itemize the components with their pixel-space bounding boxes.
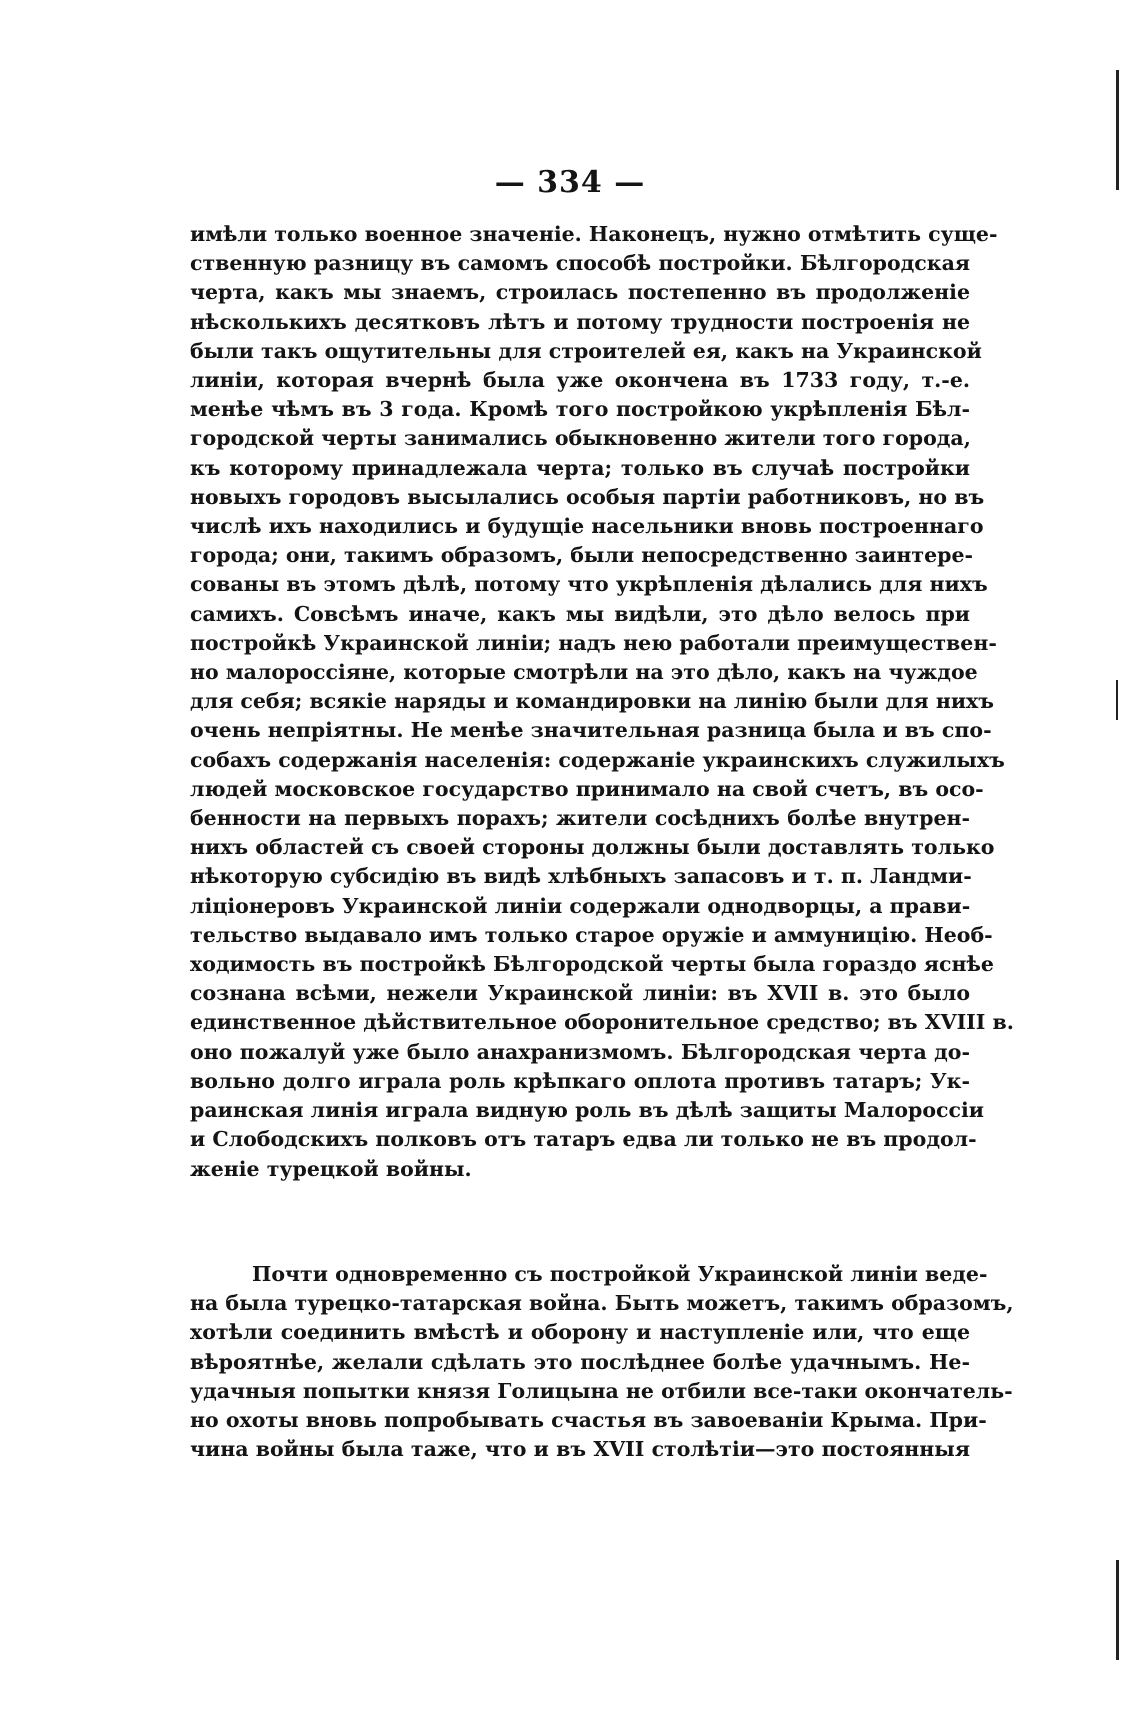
text-line: вѣроятнѣе, желали сдѣлать это послѣднее болѣе удачнымъ. Не- — [190, 1349, 970, 1374]
text-line: удачныя попытки князя Голицына не отбили все-таки окончатель- — [190, 1378, 1013, 1403]
text-line: новыхъ городовъ высылались особыя партіи работниковъ, но въ — [190, 484, 985, 509]
scan-edge-mark — [1116, 1560, 1119, 1660]
text-line: но малороссіяне, которые смотрѣли на это дѣло, какъ на чуждое — [190, 660, 978, 685]
text-line: числѣ ихъ находились и будущіе насельники вновь построеннаго — [190, 514, 984, 539]
text-line: нѣсколькихъ десятковъ лѣтъ и потому трудности построенія не — [190, 309, 970, 334]
text-line: на была турецко-татарская война. Быть можетъ, такимъ образомъ, — [190, 1291, 1014, 1316]
text-line: самихъ. Совсѣмъ иначе, какъ мы видѣли, это дѣло велось при — [190, 601, 970, 626]
text-line: Почти одновременно съ постройкой Украинской линіи веде- — [252, 1262, 988, 1286]
text-line: бенности на первыхъ порахъ; жители сосѣднихъ болѣе внутрен- — [190, 806, 970, 831]
text-line: ліціонеровъ Украинской линіи содержали однодворцы, а прави- — [190, 893, 971, 918]
text-line: женіе турецкой войны. — [190, 1156, 472, 1181]
text-line: менѣе чѣмъ въ 3 года. Кромѣ того постройкою укрѣпленія Бѣл- — [190, 397, 970, 422]
text-line: вольно долго играла роль крѣпкаго оплота противъ татаръ; Ук- — [190, 1068, 970, 1093]
text-line: и Слободскихъ полковъ отъ татаръ едва ли только не въ продол- — [190, 1127, 977, 1152]
text-line: были такъ ощутительны для строителей ея, какъ на Украинской — [190, 338, 982, 363]
text-line: для себя; всякіе наряды и командировки на линію были для нихъ — [190, 689, 994, 714]
scan-edge-mark — [1116, 680, 1118, 720]
text-line: чина войны была таже, что и въ XVII столѣтіи—это постоянныя — [190, 1437, 970, 1462]
paragraph-2 — [190, 1260, 1014, 1464]
text-line: къ которому принадлежала черта; только въ случаѣ постройки — [190, 455, 970, 480]
text-line: ходимость въ постройкѣ Бѣлгородской черты была гораздо яснѣе — [190, 952, 994, 977]
text-line: сованы въ этомъ дѣлѣ, потому что укрѣпленія дѣлались для нихъ — [190, 572, 988, 597]
text-line: раинская линія играла видную роль въ дѣлѣ защиты Малороссіи — [190, 1098, 984, 1123]
text-line: но охоты вновь попробывать счастья въ завоеваніи Крыма. При- — [190, 1408, 987, 1433]
text-line: людей московское государство принимало на свой счетъ, въ осо- — [190, 776, 984, 801]
text-line: ственную разницу въ самомъ способѣ постройки. Бѣлгородская — [190, 251, 970, 276]
text-line: городской черты занимались обыкновенно жители того города, — [190, 426, 971, 451]
text-line: имѣли только военное значеніе. Наконецъ, нужно отмѣтить суще- — [190, 222, 998, 246]
text-line: линіи, которая вчернѣ была уже окончена въ 1733 году, т.-е. — [190, 368, 970, 393]
paragraph-1 — [190, 220, 1014, 1184]
text-line: нихъ областей съ своей стороны должны были доставлять только — [190, 835, 995, 860]
text-line: черта, какъ мы знаемъ, строилась постепенно въ продолженіе — [190, 280, 970, 305]
text-line: сознана всѣми, нежели Украинской линіи: въ XVII в. это было — [190, 981, 970, 1006]
text-line: тельство выдавало имъ только старое оружіе и аммуницію. Необ- — [190, 922, 993, 947]
scan-edge-mark — [1116, 70, 1119, 190]
text-line: очень непріятны. Не менѣе значительная разница была и въ спо- — [190, 718, 992, 743]
page-number: — 334 — — [494, 165, 646, 200]
text-line: постройкѣ Украинской линіи; надъ нею работали преимуществен- — [190, 630, 997, 655]
text-line: собахъ содержанія населенія: содержаніе украинскихъ служилыхъ — [190, 747, 1005, 772]
text-line: города; они, такимъ образомъ, были непосредственно заинтере- — [190, 543, 974, 568]
text-line: единственное дѣйствительное оборонительное средство; въ XVIII в. — [190, 1010, 1014, 1035]
text-line: оно пожалуй уже было анахранизмомъ. Бѣлгородская черта до- — [190, 1039, 970, 1064]
text-line: нѣкоторую субсидію въ видѣ хлѣбныхъ запасовъ и т. п. Ландми- — [190, 864, 972, 889]
text-line: хотѣли соединить вмѣстѣ и оборону и наступленіе или, что еще — [190, 1320, 970, 1345]
